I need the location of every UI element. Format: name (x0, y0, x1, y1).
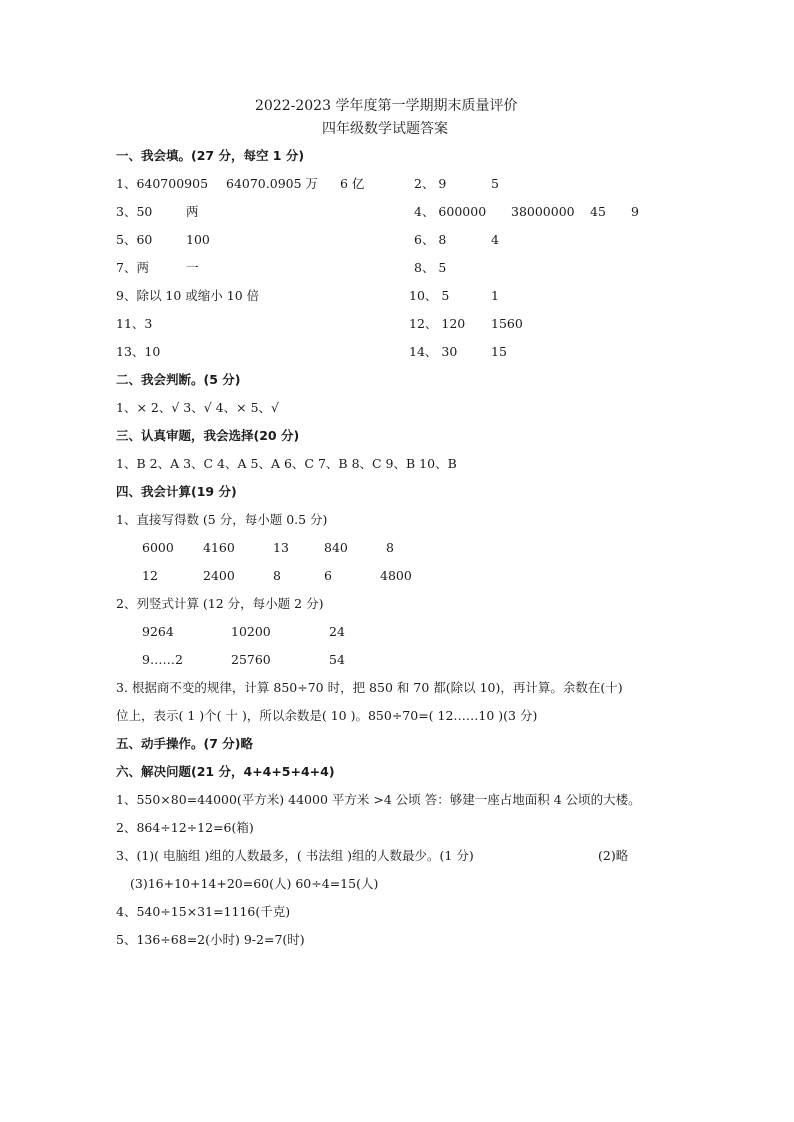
answer-4-d: 9 (631, 204, 639, 219)
problem-3-part-3: (3)16+10+14+20=60(人) 60÷4=15(人) (130, 876, 379, 891)
answer-2: 2、 9 (414, 176, 447, 191)
page-subtitle: 四年级数学试题答案 (322, 121, 448, 137)
calc-cell: 4160 (203, 540, 235, 555)
section-6-heading: 六、解决问题(21 分，4+4+5+4+4) (116, 764, 335, 779)
answer-1: 1、640700905 (116, 176, 209, 191)
answer-1-c: 6 亿 (340, 176, 365, 191)
section-4-heading: 四、我会计算(19 分) (116, 484, 237, 499)
calc-cell: 12 (142, 568, 158, 583)
answer-8: 8、 5 (414, 260, 447, 275)
section-5-heading: 五、动手操作。(7 分)略 (116, 736, 253, 751)
answer-14: 14、 30 (409, 344, 458, 359)
answer-12-b: 1560 (491, 316, 523, 331)
section-1-heading: 一、我会填。(27 分，每空 1 分) (116, 148, 305, 163)
problem-5: 5、136÷68=2(小时) 9-2=7(时) (116, 932, 305, 947)
problem-3-part-1: 3、(1)( 电脑组 )组的人数最多，( 书法组 )组的人数最少。(1 分) (116, 848, 474, 863)
section-2-heading: 二、我会判断。(5 分) (116, 372, 241, 387)
answer-5: 5、60 (116, 232, 153, 247)
answer-1-b: 64070.0905 万 (226, 176, 319, 191)
calc-cell: 8 (386, 540, 394, 555)
vertical-calc-cell: 24 (329, 624, 345, 639)
answer-3-b: 两 (186, 204, 199, 219)
problem-4: 4、540÷15×31=1116(千克) (116, 904, 291, 919)
answer-4-c: 45 (590, 204, 606, 219)
calc-cell: 6000 (142, 540, 174, 555)
vertical-calc-cell: 54 (329, 652, 345, 667)
vertical-calc-cell: 9264 (142, 624, 174, 639)
calc-cell: 8 (273, 568, 281, 583)
page-title: 2022-2023 学年度第一学期期末质量评价 (255, 98, 518, 114)
section-3-heading: 三、认真审题，我会选择(20 分) (116, 428, 300, 443)
sub-1-label: 1、直接写得数 (5 分，每小题 0.5 分) (116, 512, 328, 527)
calc-cell: 6 (324, 568, 332, 583)
problem-1: 1、550×80=44000(平方米) 44000 平方米 >4 公顷 答：够建一座占地面积 4 公顷的大楼。 (116, 792, 641, 807)
calc-cell: 2400 (203, 568, 235, 583)
choice-answers: 1、B 2、A 3、C 4、A 5、A 6、C 7、B 8、C 9、B 10、B (116, 456, 457, 471)
calc-cell: 4800 (380, 568, 412, 583)
sub-3-line-2: 位上，表示( 1 )个( 十 )，所以余数是( 10 )。850÷70=( 12……10 )(3 分) (116, 708, 538, 723)
problem-2: 2、864÷12÷12=6(箱) (116, 820, 254, 835)
sub-2-label: 2、列竖式计算 (12 分，每小题 2 分) (116, 596, 324, 611)
judgement-answers: 1、× 2、√ 3、√ 4、× 5、√ (116, 400, 280, 415)
answer-12: 12、 120 (409, 316, 466, 331)
answer-6: 6、 8 (414, 232, 447, 247)
vertical-calc-cell: 9……2 (142, 652, 183, 667)
vertical-calc-cell: 10200 (231, 624, 271, 639)
answer-11: 11、3 (116, 316, 153, 331)
answer-2-b: 5 (491, 176, 499, 191)
answer-4-b: 38000000 (511, 204, 575, 219)
answer-10-b: 1 (491, 288, 499, 303)
answer-7: 7、两 (116, 260, 149, 275)
answer-7-b: 一 (186, 260, 199, 275)
sub-3-line-1: 3. 根据商不变的规律，计算 850÷70 时，把 850 和 70 都(除以 10)，再计算。余数在(十) (116, 680, 623, 695)
answer-13: 13、10 (116, 344, 161, 359)
answer-14-b: 15 (491, 344, 507, 359)
calc-cell: 840 (324, 540, 348, 555)
answer-10: 10、 5 (409, 288, 450, 303)
problem-3-part-2: (2)略 (598, 848, 629, 863)
calc-cell: 13 (273, 540, 289, 555)
answer-6-b: 4 (491, 232, 499, 247)
answer-3: 3、50 (116, 204, 153, 219)
answer-4: 4、 600000 (414, 204, 487, 219)
answer-5-b: 100 (186, 232, 210, 247)
answer-9: 9、除以 10 或缩小 10 倍 (116, 288, 260, 303)
vertical-calc-cell: 25760 (231, 652, 271, 667)
